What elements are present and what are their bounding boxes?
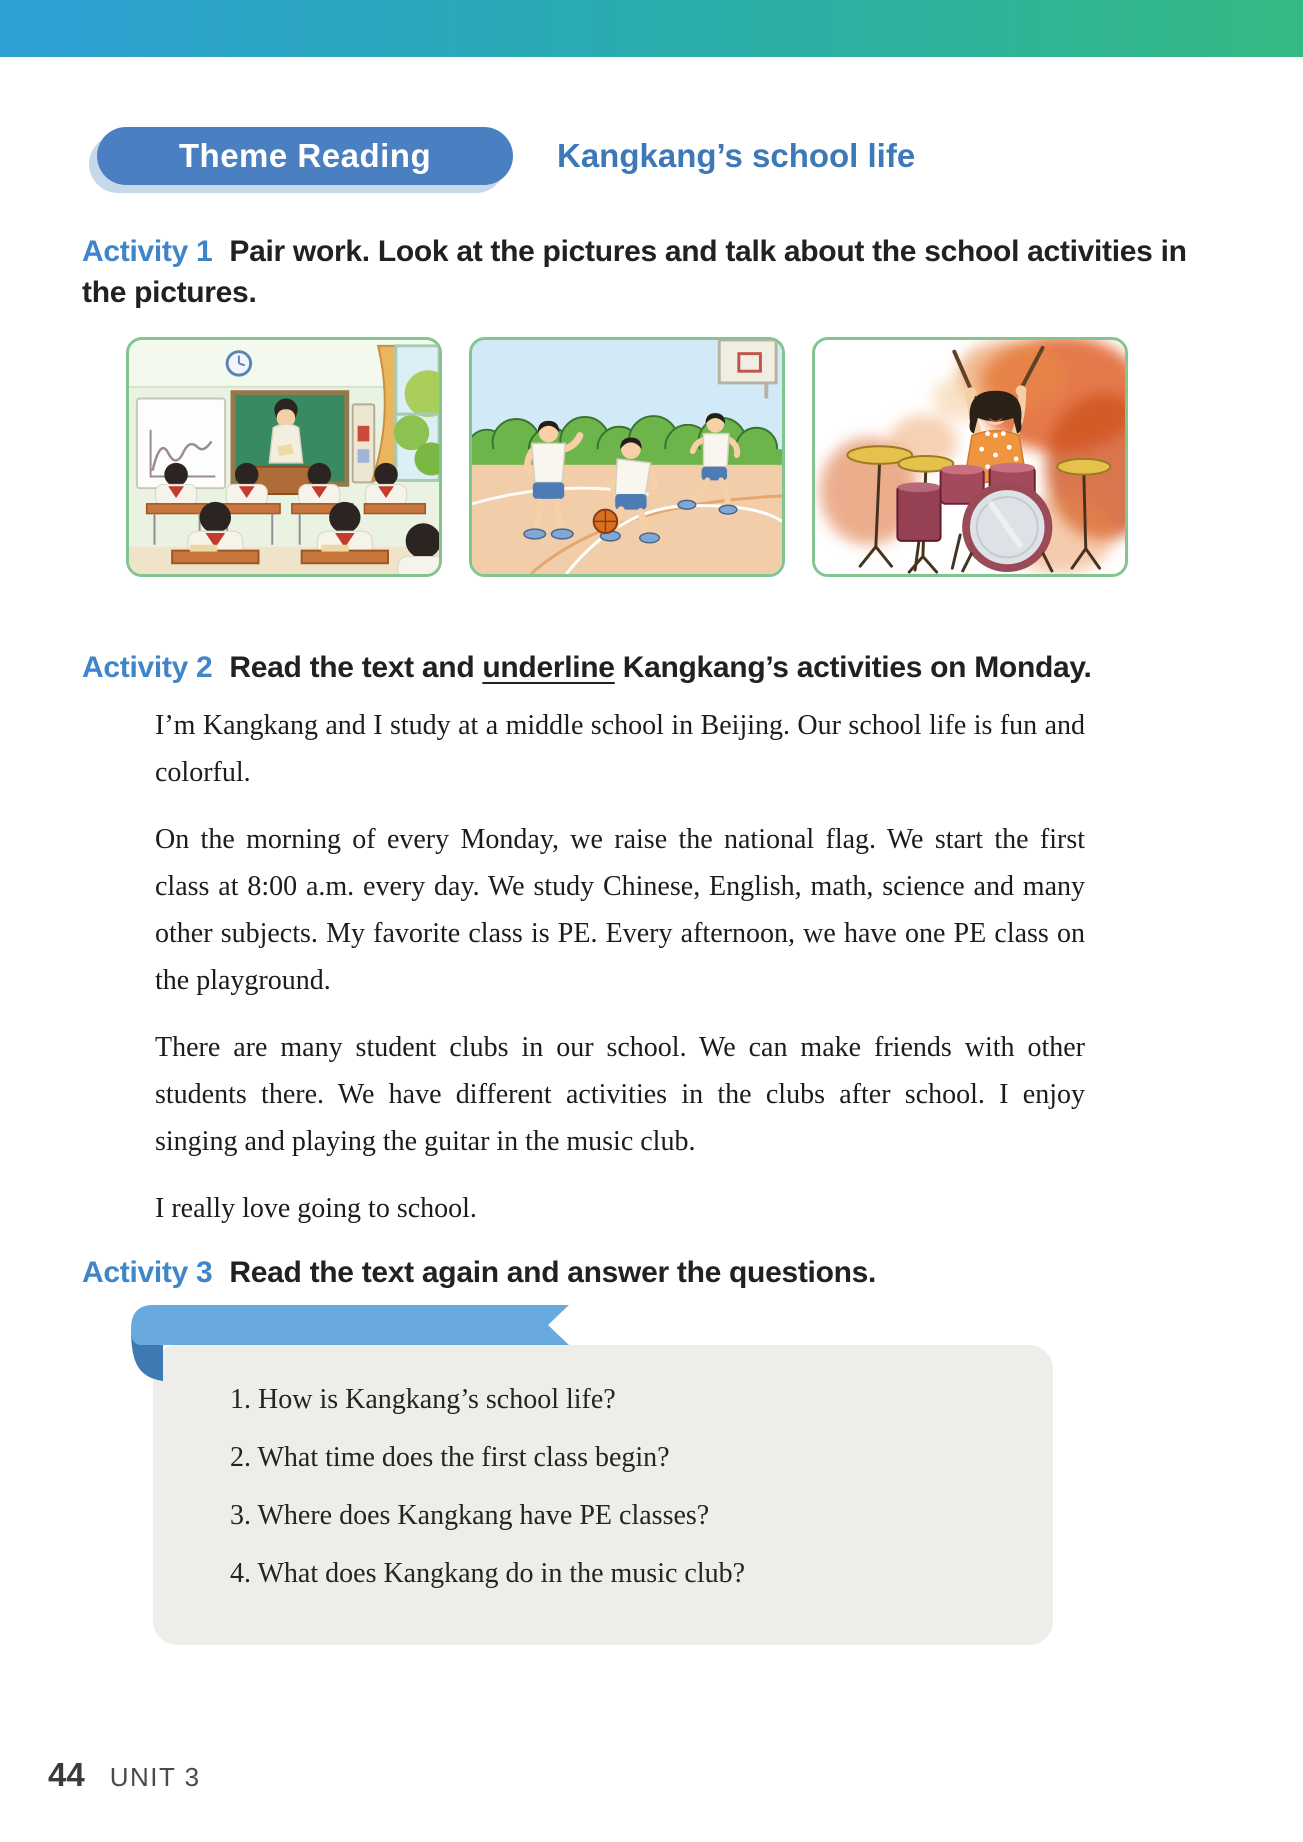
activity3-heading [82,1252,1202,1293]
activity1-instruction: Pair work. Look at the pictures and talk about the school activities in the pictures. [82,235,1187,309]
activity3-label: Activity 3 [82,1256,213,1289]
drums-illustration [815,340,1125,574]
activity2-label: Activity 2 [82,651,213,684]
activity2-heading [82,647,1202,688]
reading-passage [155,702,1085,1232]
theme-reading-label: Theme Reading [178,137,432,174]
basketball-illustration [472,340,782,574]
picture-classroom [126,337,442,577]
passage-paragraph-4: I really love going to school. [155,1193,477,1224]
activity1-label: Activity 1 [82,235,213,268]
picture-drums [812,337,1128,577]
question-3: 3. Where does Kangkang have PE classes? [230,1500,710,1531]
passage-paragraph-1: I’m Kangkang and I study at a middle school in Beijing. Our school life is fun and colorful. [155,710,1085,788]
question-4: 4. What does Kangkang do in the music club? [230,1558,746,1589]
activity2-instruction: Read the text and underline Kangkang’s activities on Monday. [229,651,1092,684]
page-title: Kangkang’s school life [557,137,916,174]
question-2: 2. What time does the first class begin? [230,1442,670,1473]
picture-basketball [469,337,785,577]
question-box [153,1345,1053,1645]
passage-paragraph-3: There are many student clubs in our school. We can make friends with other students there. We have different activities in the clubs after school. I enjoy singing and playing the guitar in the music club. [155,1032,1085,1157]
classroom-illustration [129,340,439,574]
question-1: 1. How is Kangkang’s school life? [230,1384,616,1415]
activity3-instruction: Read the text again and answer the questions. [229,1256,877,1289]
passage-paragraph-2: On the morning of every Monday, we raise the national flag. We start the first class at 8:00 a.m. every day. We study Chinese, English, math, science and many other subjects. My favorite class is PE. Every afternoon, we have one PE class on the playground. [155,824,1085,996]
activity1-heading [82,231,1202,313]
theme-reading-badge [97,127,513,185]
ribbon-banner [125,1303,571,1387]
activity3-question-area [153,1345,1053,1645]
header [97,127,1303,185]
activity1-pictures [126,337,1303,577]
unit-label: UNIT 3 [109,1762,201,1792]
top-gradient-bar [0,0,1303,57]
page-number: 44 [48,1756,85,1793]
page-footer [48,1756,201,1794]
underline-word: underline [482,651,615,684]
